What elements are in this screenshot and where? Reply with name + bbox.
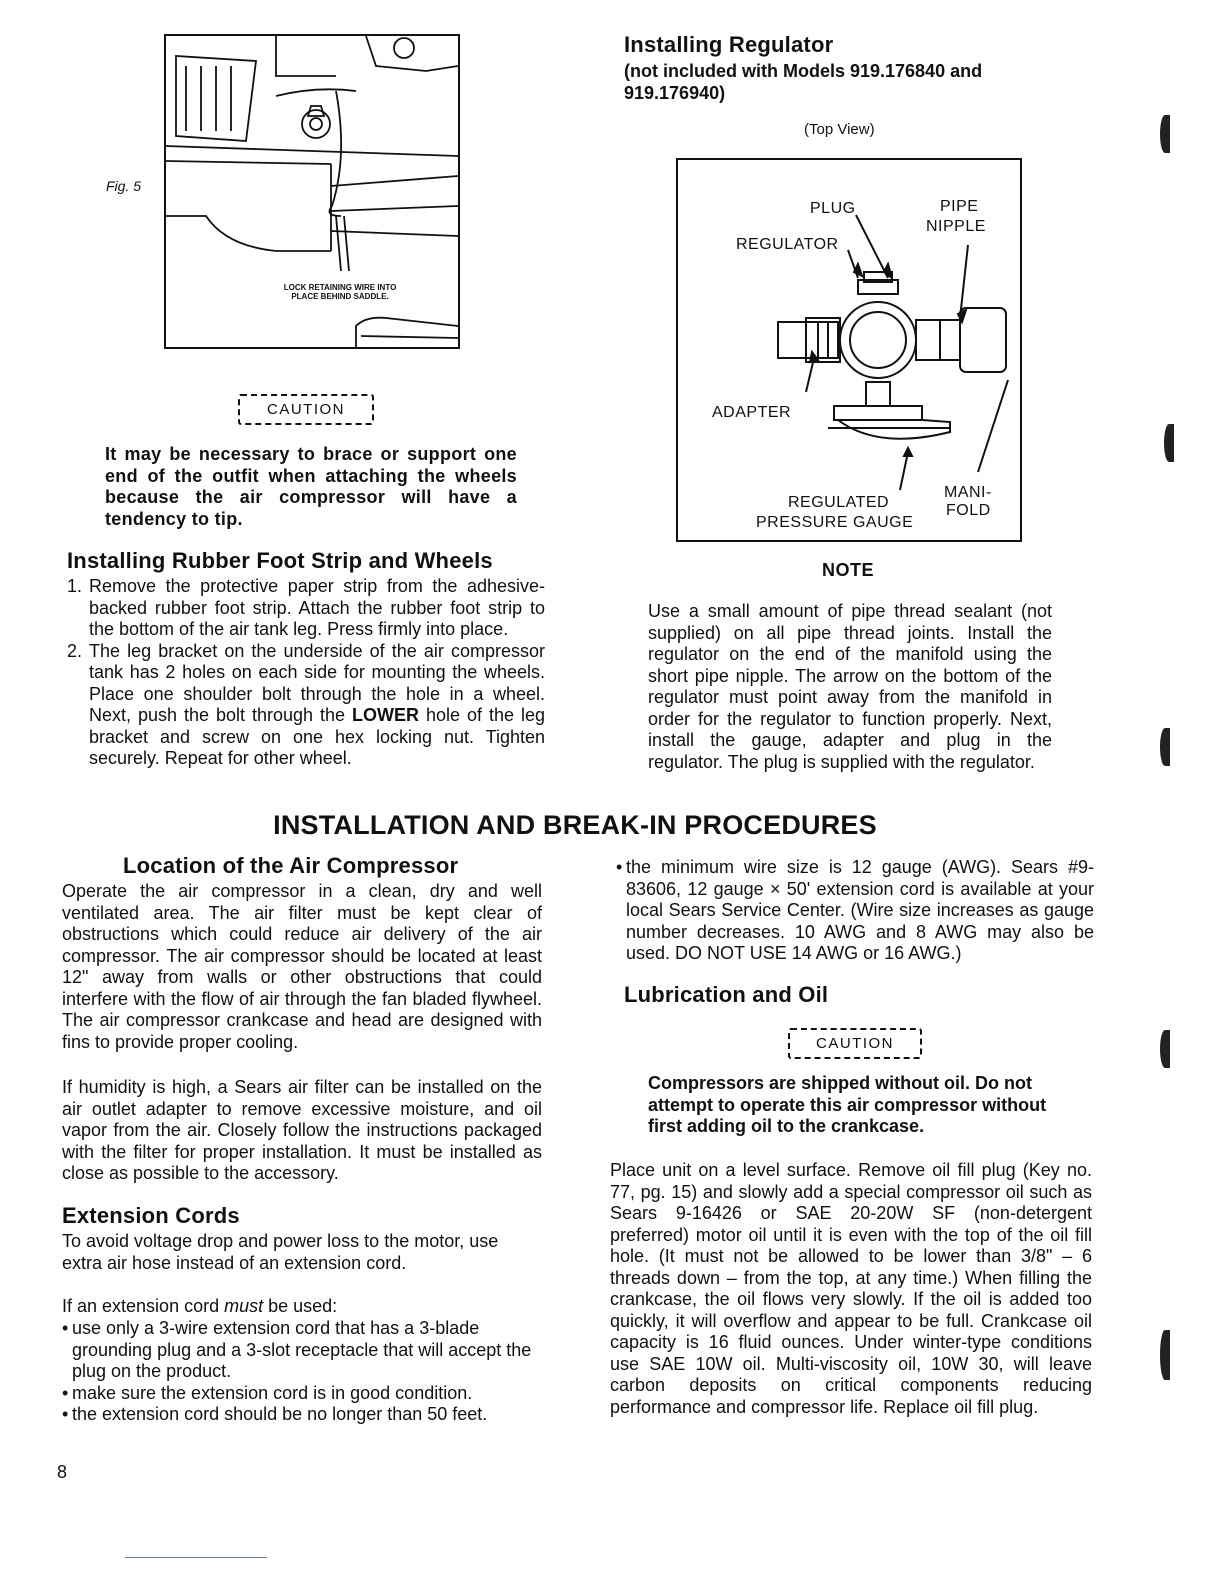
caution-badge-1: CAUTION bbox=[238, 394, 374, 425]
fig5-caption-line1: LOCK RETAINING WIRE INTO bbox=[283, 283, 397, 292]
extension-bullets bbox=[62, 1318, 542, 1426]
bullet-item: • make sure the extension cord is in good condition. bbox=[62, 1383, 542, 1405]
step-1 bbox=[67, 576, 545, 641]
extension-intro bbox=[62, 1296, 542, 1318]
caution-text-2: Compressors are shipped without oil. Do not attempt to operate this air compressor without first adding oil to the crankcase. bbox=[648, 1073, 1047, 1136]
step-number: 2. bbox=[67, 640, 83, 661]
binder-hole-mark bbox=[1160, 1030, 1170, 1068]
regulator-heading: Installing Regulator bbox=[624, 32, 834, 57]
step-2 bbox=[67, 641, 545, 770]
extension-intro-after: be used: bbox=[263, 1296, 338, 1316]
label-regulator: REGULATOR bbox=[736, 236, 839, 253]
section-title: INSTALLATION AND BREAK-IN PROCEDURES bbox=[273, 810, 877, 840]
extension-bullets-continued bbox=[616, 857, 1094, 965]
note-text: Use a small amount of pipe thread sealant (not supplied) on all pipe thread joints. Install the regulator on the end of the manifold using the short pipe nipple. The arrow on the bottom of the regulator must point away from the manifold in order for the regulator to function properly. Next, install the gauge, adapter and plug in the regulator. The plug is supplied with the regulator. bbox=[648, 601, 1052, 772]
label-adapter: ADAPTER bbox=[712, 404, 792, 421]
label-mani: MANI- bbox=[944, 484, 992, 501]
foot-strip-steps bbox=[67, 576, 545, 770]
bullet-item: • the extension cord should be no longer than 50 feet. bbox=[62, 1404, 542, 1426]
step-emphasis: LOWER bbox=[352, 705, 420, 725]
note-label: NOTE bbox=[822, 560, 875, 580]
top-view-label: (Top View) bbox=[804, 121, 875, 138]
binder-hole-mark bbox=[1160, 115, 1170, 153]
extension-para-1: To avoid voltage drop and power loss to the motor, use extra air hose instead of an extension cord. bbox=[62, 1231, 499, 1273]
label-plug: PLUG bbox=[810, 200, 856, 217]
fig5-caption-line2: PLACE BEHIND SADDLE. bbox=[291, 292, 389, 301]
step-text-before: The leg bracket on the underside of the air compressor tank has 2 holes on each side for mounting the wheels. Place one shoulder bolt through the hole in a wheel. Next, push the bolt through the bbox=[89, 640, 545, 725]
label-regulated: REGULATED bbox=[788, 494, 890, 511]
caution-badge-2: CAUTION bbox=[788, 1028, 922, 1059]
extension-intro-em: must bbox=[224, 1296, 264, 1316]
caution-text-1: It may be necessary to brace or support one end of the outfit when attaching the wheels because the air compressor will have a tendency to tip. bbox=[105, 444, 517, 529]
extension-intro-before: If an extension cord bbox=[62, 1296, 225, 1316]
bottom-rule bbox=[125, 1557, 267, 1558]
foot-strip-heading: Installing Rubber Foot Strip and Wheels bbox=[67, 548, 493, 573]
location-para-1: Operate the air compressor in a clean, dry and well ventilated area. The air filter must be kept clear of obstructions which could reduce air delivery of the air compressor. The air compressor should be located at least 12" away from walls or other obstructions that could interfere with the flow of air through the fan bladed flywheel. The air compressor crankcase and head are designed with fins to provide proper cooling. bbox=[62, 881, 542, 1052]
regulator-diagram bbox=[676, 158, 1022, 542]
extension-heading: Extension Cords bbox=[62, 1203, 240, 1228]
location-heading: Location of the Air Compressor bbox=[123, 853, 459, 878]
label-pipe: PIPE bbox=[940, 198, 979, 215]
bullet-item: • use only a 3-wire extension cord that has a 3-blade grounding plug and a 3-slot receptacle that will accept the plug on the product. bbox=[62, 1318, 542, 1383]
label-fold: FOLD bbox=[946, 502, 991, 519]
binder-hole-mark bbox=[1160, 1330, 1170, 1380]
lubrication-heading: Lubrication and Oil bbox=[624, 982, 829, 1007]
step-text: Remove the protective paper strip from the adhesive-backed rubber foot strip. Attach the rubber foot strip to the bottom of the air tank leg. Press firmly into place. bbox=[89, 576, 545, 639]
location-para-2: If humidity is high, a Sears air filter can be installed on the air outlet adapter to remove excessive moisture, and oil vapor from the air. Closely follow the instructions packaged with the filter for proper installation. It must be installed as close as possible to the accessory. bbox=[62, 1077, 542, 1183]
binder-hole-mark bbox=[1164, 424, 1174, 462]
bullet-item: • the minimum wire size is 12 gauge (AWG). Sears #9-83606, 12 gauge × 50' extension cord is available at your local Sears Service Center. (Wire size increases as gauge number decreases. 10 AWG and 8 AWG may also be used. DO NOT USE 14 AWG or 16 AWG.) bbox=[616, 857, 1094, 965]
fig5-illustration bbox=[164, 34, 460, 349]
lubrication-para: Place unit on a level surface. Remove oil fill plug (Key no. 77, pg. 15) and slowly add a special compressor oil such as Sears 9-16426 or SAE 20-20W SF (non-detergent preferred) motor oil until it is even with the top of the oil fill hole. (It must not be allowed to be lower than 3/8" – 6 threads down – from the top, at any time.) When filling the crankcase, the oil flows very slowly. If the oil is added too quickly, it will overflow and appear to be full. Crankcase oil capacity is 16 fluid ounces. Under winter-type conditions use SAE 10W oil. Multi-viscosity oil, 10W 30, will leave carbon deposits on critical components reducing performance and compressor life. Replace oil fill plug. bbox=[610, 1160, 1092, 1417]
step-number: 1. bbox=[67, 576, 83, 596]
label-pressure-gauge: PRESSURE GAUGE bbox=[756, 514, 914, 531]
binder-hole-mark bbox=[1160, 728, 1170, 766]
label-nipple: NIPPLE bbox=[926, 218, 986, 235]
step-text-after: hole of the leg bracket and screw on one hex locking nut. Tighten securely. Repeat for other wheel. bbox=[89, 705, 545, 768]
page-number: 8 bbox=[57, 1462, 68, 1482]
regulator-subheading: (not included with Models 919.176840 and 919.176940) bbox=[624, 61, 983, 103]
fig5-caption bbox=[240, 283, 440, 301]
fig5-label: Fig. 5 bbox=[106, 178, 142, 194]
